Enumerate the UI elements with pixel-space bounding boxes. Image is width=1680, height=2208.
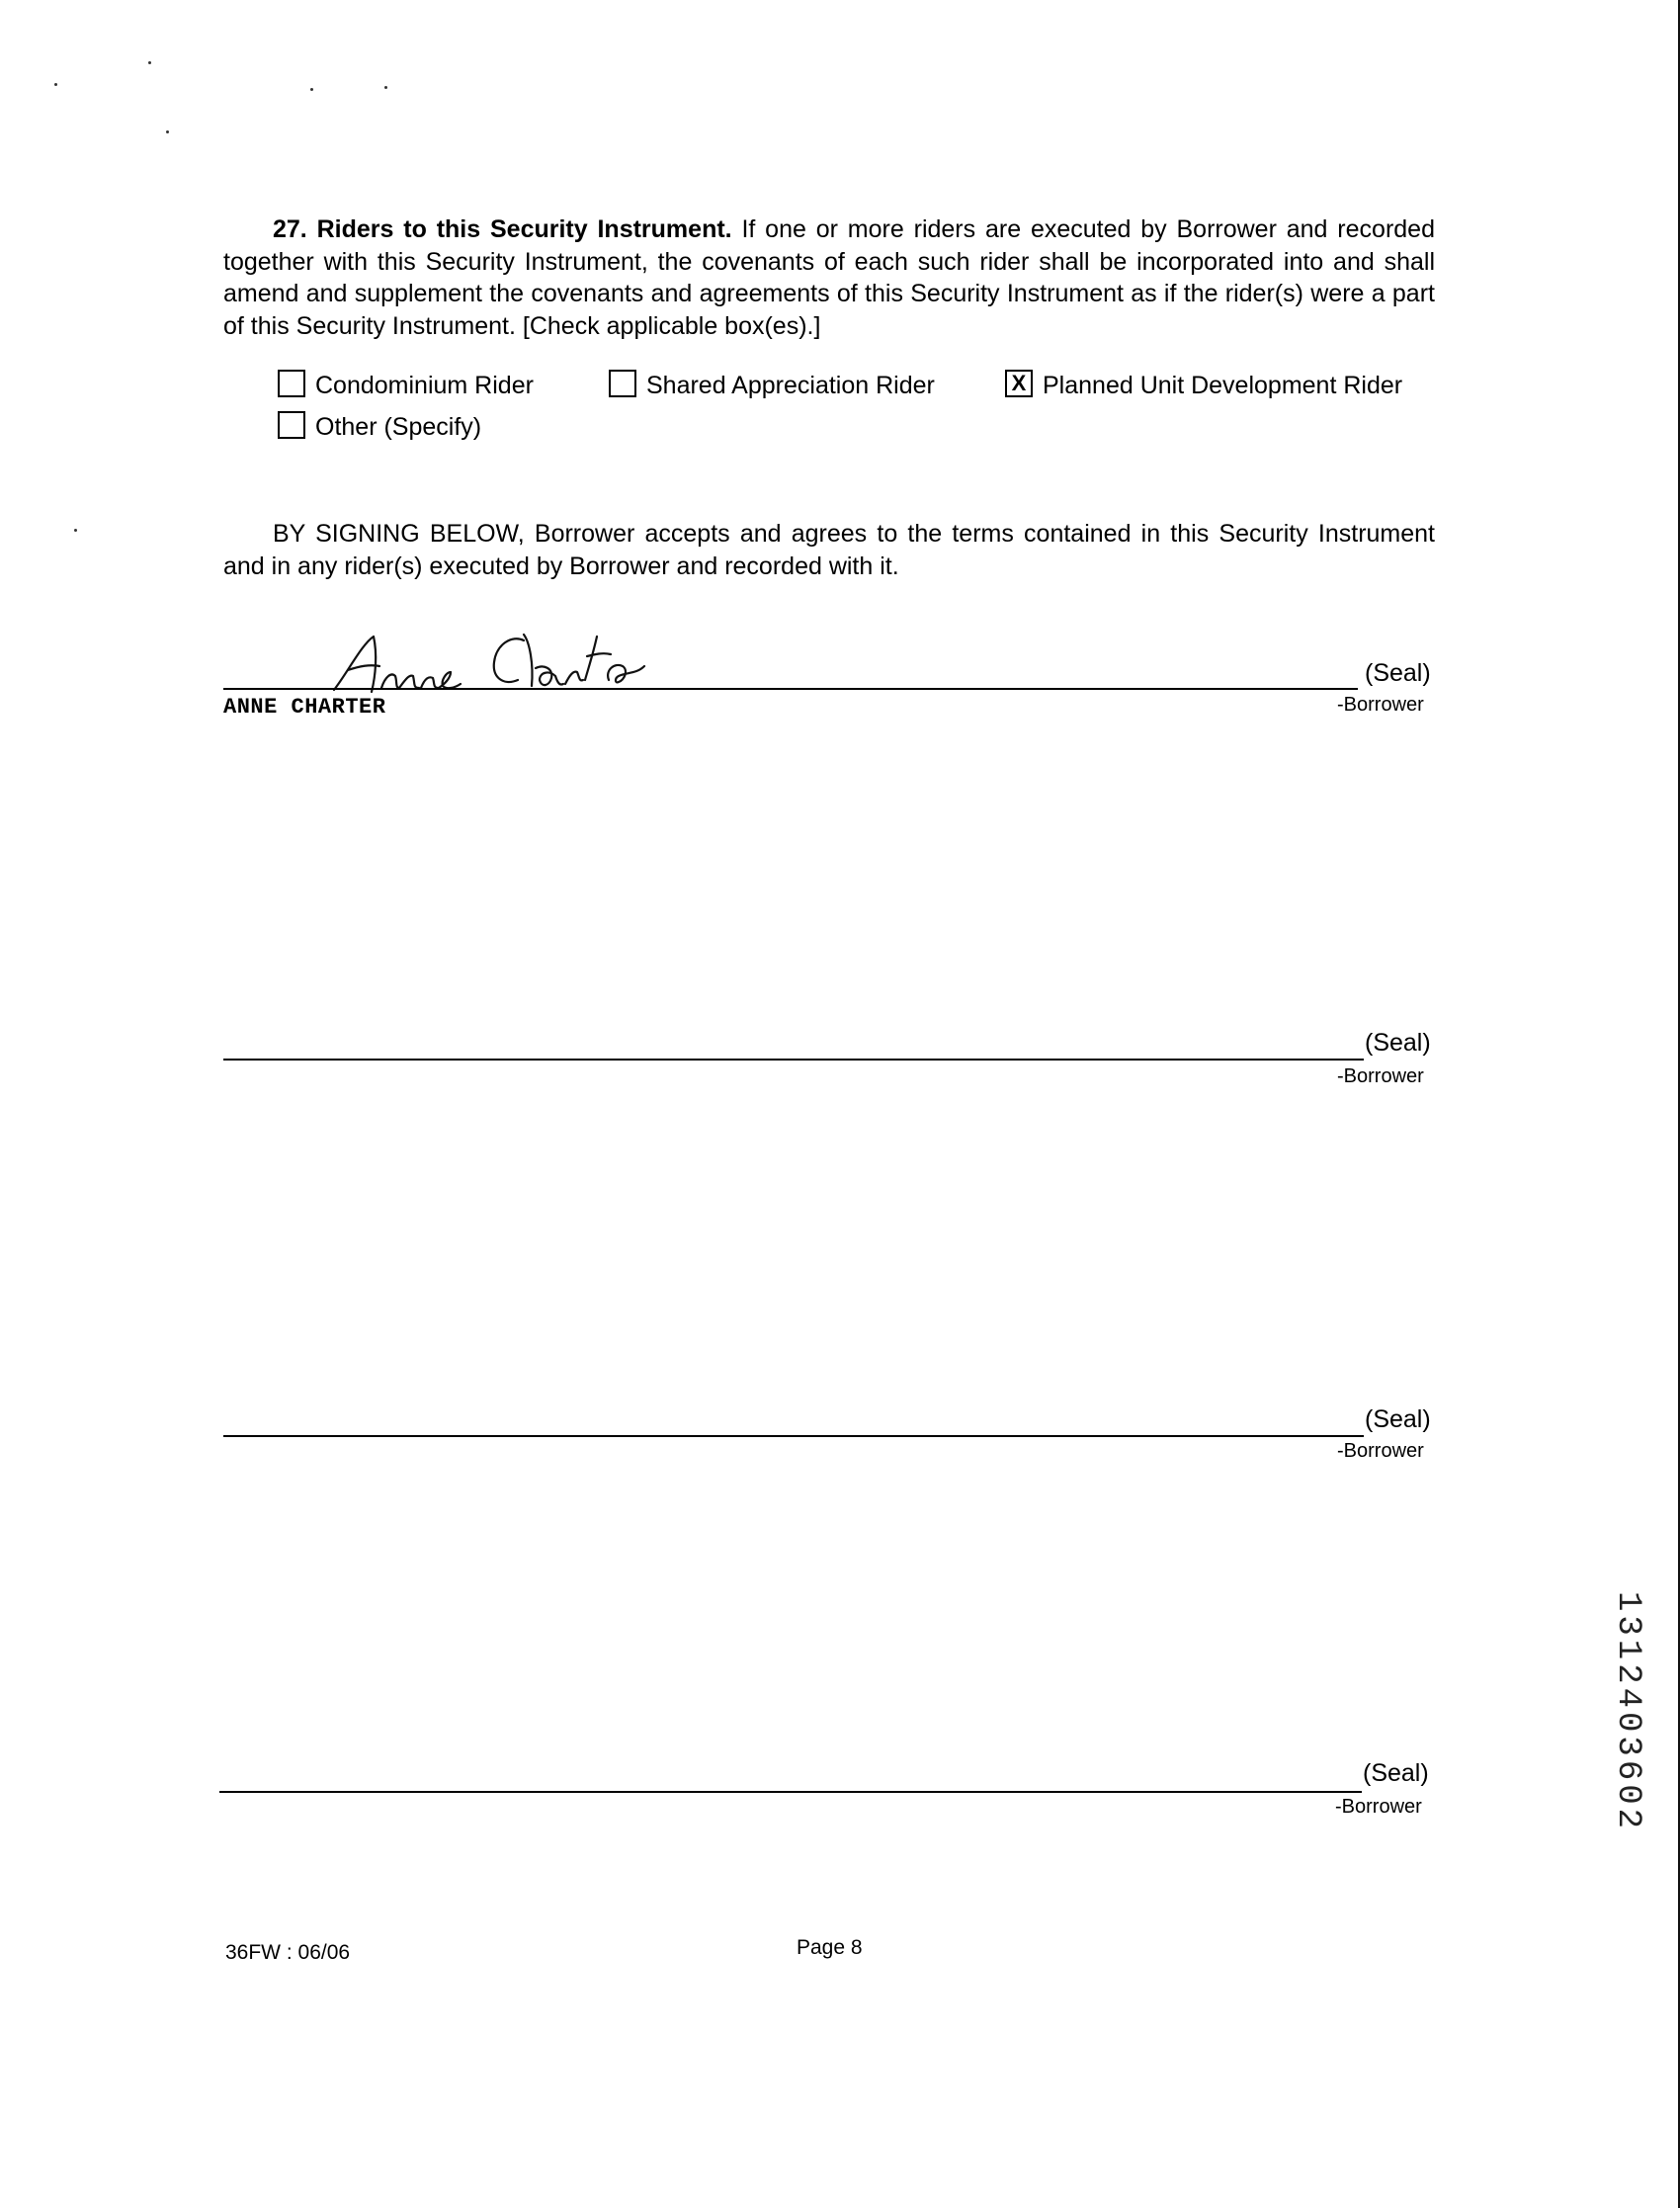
borrower-role-label: -Borrower xyxy=(1335,1796,1422,1818)
scan-speck xyxy=(148,61,151,64)
borrower-role-label: -Borrower xyxy=(1337,1065,1424,1087)
page-number: Page 8 xyxy=(797,1936,863,1959)
rider-label: Planned Unit Development Rider xyxy=(1043,372,1403,399)
stamp-number: 1312403602 xyxy=(1609,1591,1646,1833)
signing-statement-text: BY SIGNING BELOW, Borrower accepts and agrees to the terms contained in this Security Instrument and in any rider(s) executed by Borrower and recorded with it. xyxy=(223,520,1435,580)
scan-speck xyxy=(74,529,77,532)
borrower-role-label: -Borrower xyxy=(1337,694,1424,716)
rider-label: Other (Specify) xyxy=(315,413,482,441)
scan-speck xyxy=(310,88,313,91)
signature-line[interactable] xyxy=(223,688,1358,690)
borrower-role-label: -Borrower xyxy=(1337,1440,1424,1462)
rider-label: Shared Appreciation Rider xyxy=(646,372,935,399)
riders-paragraph xyxy=(223,213,1435,342)
checkbox[interactable] xyxy=(278,370,305,397)
section-body: If one or more riders are executed by Borrower and recorded together with this Security Instrument, the covenants of each such rider shall be incorporated into and shall amend and supplement the covenants and agreements of this Security Instrument as if the rider(s) were a part of this Security Instrument. [Check applicable box(es).] xyxy=(223,215,1435,340)
scan-speck xyxy=(54,83,57,86)
scan-speck xyxy=(384,86,387,89)
borrower-signature xyxy=(326,615,682,704)
seal-label: (Seal) xyxy=(1365,1405,1431,1433)
checkbox-checked[interactable]: X xyxy=(1005,370,1033,397)
signature-line[interactable] xyxy=(223,1059,1364,1061)
vertical-document-stamp xyxy=(1609,1591,1652,1868)
section-heading: Riders to this Security Instrument. xyxy=(316,215,732,243)
seal-label: (Seal) xyxy=(1365,659,1431,687)
signing-statement xyxy=(223,518,1435,582)
section-number: 27. xyxy=(273,215,307,243)
signature-line[interactable] xyxy=(223,1435,1364,1437)
checkbox[interactable] xyxy=(609,370,636,397)
borrower-name: ANNE CHARTER xyxy=(223,695,386,720)
seal-label: (Seal) xyxy=(1365,1029,1431,1057)
rider-label: Condominium Rider xyxy=(315,372,534,399)
form-code: 36FW : 06/06 xyxy=(225,1941,351,1964)
checkbox[interactable] xyxy=(278,411,305,439)
signature-line[interactable] xyxy=(219,1791,1362,1793)
seal-label: (Seal) xyxy=(1363,1759,1429,1787)
scan-speck xyxy=(166,130,169,133)
